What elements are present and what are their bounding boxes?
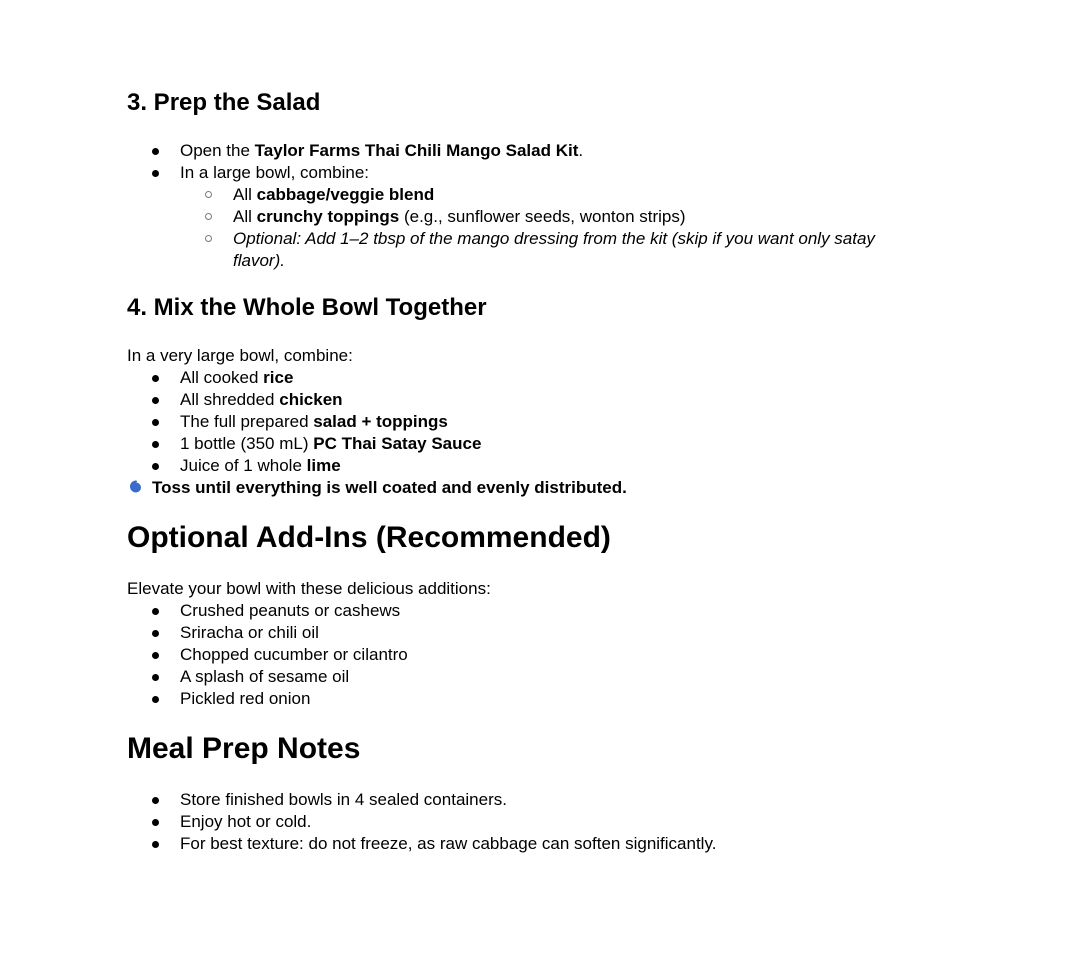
list-item-text: Pickled red onion (180, 689, 311, 708)
list-item-text: Sriracha or chili oil (180, 623, 319, 642)
list-item-text: All cabbage/veggie blend (233, 185, 435, 204)
list-item (180, 389, 927, 411)
list-item (180, 622, 927, 644)
list-item (180, 411, 927, 433)
list-item (180, 644, 927, 666)
list-item (180, 140, 927, 162)
list-item-text: 1 bottle (350 mL) PC Thai Satay Sauce (180, 434, 482, 453)
list-item-text: Enjoy hot or cold. (180, 812, 312, 831)
bullet-list-prep-salad (127, 140, 927, 272)
list-item-text: Store finished bowls in 4 sealed containers. (180, 790, 507, 809)
major-heading-meal-prep-notes: Meal Prep Notes (127, 732, 361, 765)
list-item (180, 833, 927, 855)
list-item-text: Open the Taylor Farms Thai Chili Mango Salad Kit. (180, 141, 584, 160)
list-item-text: The full prepared salad + toppings (180, 412, 448, 431)
cyclone-icon (127, 478, 145, 496)
sub-bullet-list (180, 184, 927, 272)
list-item (180, 600, 927, 622)
sub-list-item (233, 206, 927, 228)
list-item (180, 789, 927, 811)
list-item (180, 455, 927, 477)
sub-list-item (233, 228, 927, 272)
toss-instruction-text: Toss until everything is well coated and evenly distributed. (152, 478, 627, 497)
toss-instruction (127, 477, 927, 499)
bullet-list-mix-bowl (127, 367, 927, 477)
bullet-list-notes (127, 789, 927, 855)
list-item (180, 367, 927, 389)
bullet-list-addins (127, 600, 927, 710)
list-item (180, 162, 927, 272)
paragraph-mix-intro: In a very large bowl, combine: (127, 346, 353, 365)
section-heading-prep-salad: 3. Prep the Salad (127, 89, 321, 116)
list-item-text: A splash of sesame oil (180, 667, 350, 686)
list-item-text: All shredded chicken (180, 390, 343, 409)
paragraph-addins-intro: Elevate your bowl with these delicious additions: (127, 579, 491, 598)
list-item (180, 688, 927, 710)
list-item-text: For best texture: do not freeze, as raw cabbage can soften significantly. (180, 834, 717, 853)
list-item-text: In a large bowl, combine: (180, 163, 369, 182)
major-heading-addins: Optional Add-Ins (Recommended) (127, 521, 611, 554)
list-item (180, 811, 927, 833)
list-item-text: Crushed peanuts or cashews (180, 601, 401, 620)
list-item-text: All crunchy toppings (e.g., sunflower seeds, wonton strips) (233, 207, 686, 226)
list-item (180, 666, 927, 688)
sub-list-item (233, 184, 927, 206)
list-item-text: Optional: Add 1–2 tbsp of the mango dressing from the kit (skip if you want only satay flavor). (233, 229, 875, 270)
list-item-text: All cooked rice (180, 368, 294, 387)
list-item (180, 433, 927, 455)
list-item-text: Juice of 1 whole lime (180, 456, 341, 475)
list-item-text: Chopped cucumber or cilantro (180, 645, 408, 664)
section-heading-mix-bowl: 4. Mix the Whole Bowl Together (127, 294, 487, 321)
